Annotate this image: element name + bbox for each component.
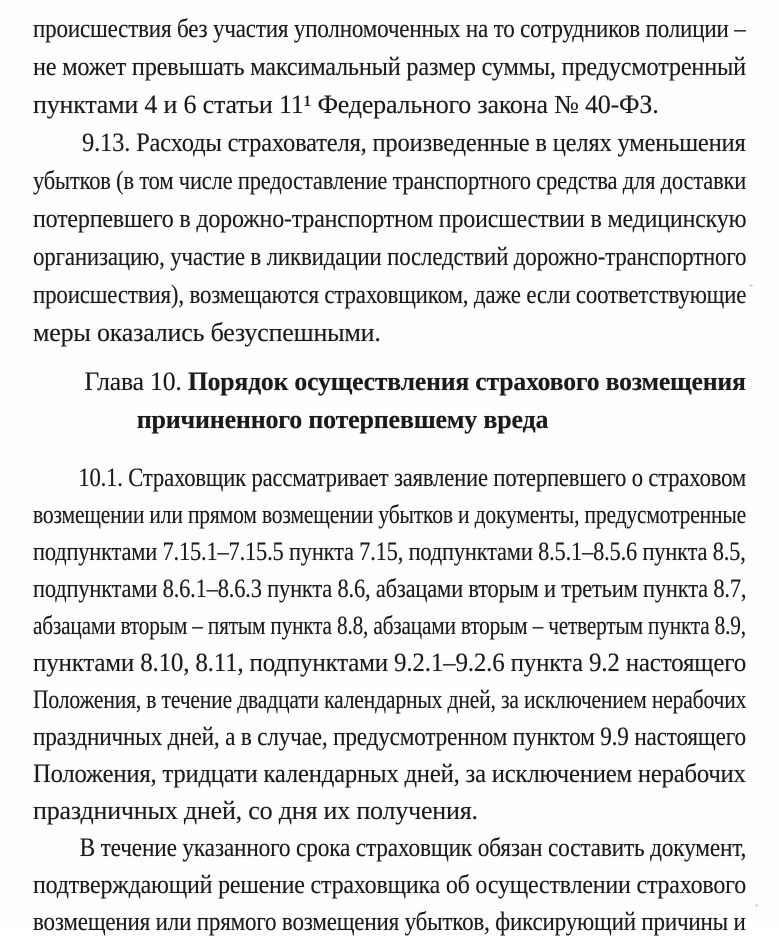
chapter-heading-line-2: причиненного потерпевшему вреда	[136, 405, 549, 434]
chapter-10-heading	[33, 363, 746, 439]
text-line: меры оказались безуспешными.	[33, 318, 381, 347]
text-line: происшествия), возмещаются страховщиком, даже если соответствующие	[33, 280, 747, 309]
chapter-heading-line-1	[33, 363, 746, 401]
text-line: 9.13. Расходы страхователя, произведенные в целях уменьшения	[82, 128, 746, 157]
chapter-number: Глава 10.	[84, 367, 182, 396]
scan-speck	[755, 904, 758, 907]
paragraph-9-13	[33, 124, 746, 352]
text-line: убытков (в том числе предоставление транспортного средства для доставки	[33, 166, 747, 195]
text-line: подпунктами 8.6.1–8.6.3 пункта 8.6, абзацами вторым и третьим пункта 8.7,	[33, 574, 747, 603]
text-line: подтверждающий решение страховщика об осуществлении страхового	[33, 870, 747, 899]
text-line: праздничных дней, со дня их получения.	[33, 796, 478, 825]
text-line: возмещении или прямом возмещении убытков и документы, предусмотренные	[33, 500, 747, 529]
scan-speck	[749, 284, 753, 287]
text-line: 10.1. Страховщик рассматривает заявление потерпевшего о страховом	[78, 463, 746, 492]
paragraph-10-1-second	[33, 829, 746, 940]
text-line: пунктами 4 и 6 статьи 11¹ Федерального закона № 40-ФЗ.	[33, 90, 659, 119]
text-line: Положения, в течение двадцати календарных дней, за исключением нерабочих	[33, 685, 747, 714]
text-line: Положения, тридцати календарных дней, за исключением нерабочих	[33, 759, 746, 788]
text-line: подпунктами 7.15.1–7.15.5 пункта 7.15, подпунктами 8.5.1–8.5.6 пункта 8.5,	[33, 537, 746, 566]
text-line: праздничных дней, а в случае, предусмотренном пунктом 9.9 настоящего	[33, 722, 746, 751]
text-line: происшествия без участия уполномоченных на то сотрудников полиции –	[33, 14, 746, 43]
text-line: пунктами 8.10, 8.11, подпунктами 9.2.1–9.2.6 пункта 9.2 настоящего	[33, 648, 747, 677]
text-line: не может превышать максимальный размер суммы, предусмотренный	[33, 52, 746, 81]
text-line: организацию, участие в ликвидации последствий дорожно-транспортного	[33, 242, 747, 271]
text-line: возмещения или прямого возмещения убытков, фиксирующий причины и	[33, 907, 746, 936]
text-line: потерпевшего в дорожно-транспортном происшествии в медицинскую	[33, 204, 747, 233]
text-line: В течение указанного срока страховщик обязан составить документ,	[79, 833, 747, 862]
paragraph-9-12-tail	[33, 10, 746, 124]
paragraph-10-1	[33, 459, 746, 829]
chapter-title: Порядок осуществления страхового возмещения	[187, 367, 746, 396]
text-line: абзацами вторым – пятым пункта 8.8, абзацами вторым – четвертым пункта 8.9,	[33, 611, 746, 640]
